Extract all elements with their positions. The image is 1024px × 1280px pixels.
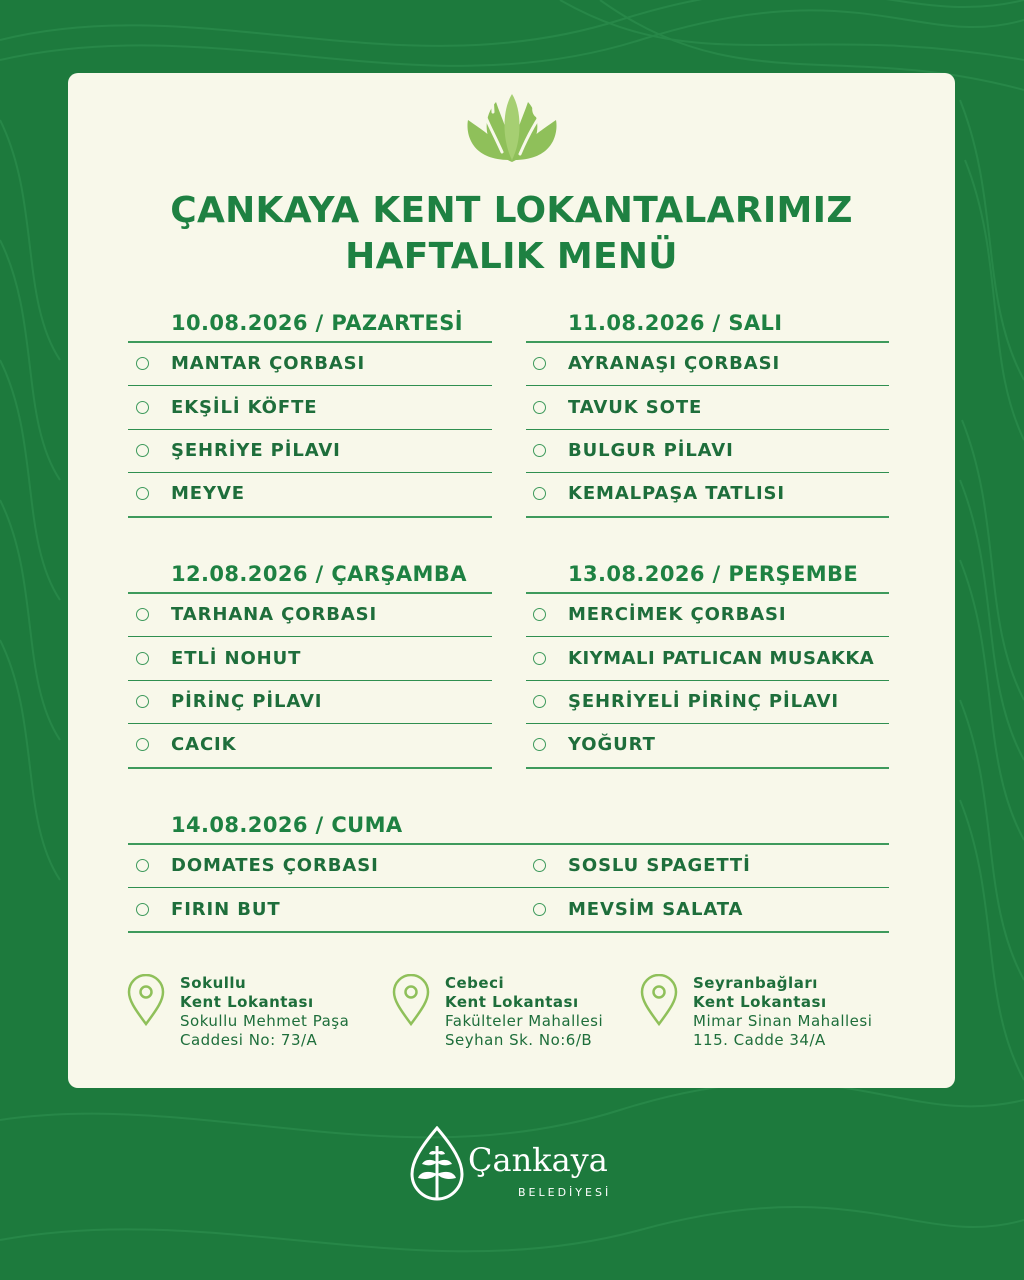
page-title [68,188,955,280]
divider [128,429,492,430]
menu-item-label: ŞEHRİYELİ PİRİNÇ PİLAVI [568,690,840,712]
day-header-wednesday: 12.08.2026 / ÇARŞAMBA [171,562,467,586]
divider [128,636,492,637]
title-line-1: ÇANKAYA KENT LOKANTALARIMIZ [170,190,853,231]
divider [128,887,889,888]
menu-item [136,731,237,757]
day-header-friday: 14.08.2026 / CUMA [171,813,403,837]
menu-item [136,852,379,878]
bullet-circle-icon [136,859,149,872]
menu-item-label: SOSLU SPAGETTİ [568,854,751,876]
divider [526,723,889,724]
location-cebeci [391,974,603,1050]
menu-item [533,601,786,627]
menu-item-label: MERCİMEK ÇORBASI [568,603,787,625]
location-address-line: Fakülteler Mahallesi [445,1012,604,1030]
brand-name: Çankaya [468,1141,608,1179]
menu-item-label: KIYMALI PATLICAN MUSAKKA [568,647,875,669]
menu-item-label: EKŞİLİ KÖFTE [171,396,318,418]
menu-item [533,645,874,671]
location-name-sub: Kent Lokantası [693,993,827,1011]
bullet-circle-icon [533,608,546,621]
location-address-line: Mimar Sinan Mahallesi [693,1012,873,1030]
divider [526,680,889,681]
brand-subtitle: BELEDİYESİ [518,1186,612,1199]
location-address-line: 115. Cadde 34/A [693,1031,826,1049]
menu-item-label: YOĞURT [568,733,656,755]
divider [526,592,889,594]
bullet-circle-icon [533,401,546,414]
bullet-circle-icon [136,357,149,370]
location-address-line: Sokullu Mehmet Paşa [180,1012,350,1030]
divider [128,680,492,681]
menu-item [533,480,785,506]
menu-item [136,480,245,506]
divider [526,636,889,637]
day-header-thursday: 13.08.2026 / PERŞEMBE [568,562,859,586]
divider [526,767,889,769]
location-name: Cebeci [445,974,505,992]
menu-item [533,688,839,714]
bullet-circle-icon [136,608,149,621]
menu-item-label: CACIK [171,733,237,755]
menu-item [533,350,780,376]
menu-item-label: PİRİNÇ PİLAVI [171,690,323,712]
menu-item-label: FIRIN BUT [171,898,281,920]
menu-item [136,350,365,376]
divider [128,385,492,386]
bullet-circle-icon [136,695,149,708]
divider [128,472,492,473]
day-header-tuesday: 11.08.2026 / SALI [568,311,783,335]
title-line-2: HAFTALIK MENÜ [345,236,678,277]
bullet-circle-icon [136,652,149,665]
fork-leaf-spoon-icon [462,90,562,164]
menu-item [136,394,317,420]
location-pin-icon [126,974,166,1026]
bullet-circle-icon [533,444,546,457]
location-pin-icon [639,974,679,1026]
bullet-circle-icon [533,903,546,916]
divider [128,723,492,724]
menu-item-label: ŞEHRİYE PİLAVI [171,439,341,461]
divider [526,341,889,343]
divider [128,767,492,769]
location-pin-icon [391,974,431,1026]
menu-item [136,437,341,463]
location-address-line: Caddesi No: 73/A [180,1031,318,1049]
bullet-circle-icon [136,738,149,751]
divider [128,516,492,518]
menu-item [533,852,751,878]
location-name-sub: Kent Lokantası [180,993,314,1011]
menu-item-label: MEYVE [171,482,245,504]
menu-item [533,731,656,757]
location-seyranbaglari [639,974,872,1050]
location-name-sub: Kent Lokantası [445,993,579,1011]
menu-item [136,645,301,671]
divider [526,516,889,518]
menu-item-label: KEMALPAŞA TATLISI [568,482,786,504]
menu-item-label: MANTAR ÇORBASI [171,352,366,374]
menu-item-label: MEVSİM SALATA [568,898,744,920]
bullet-circle-icon [533,738,546,751]
day-header-monday: 10.08.2026 / PAZARTESİ [171,311,463,335]
bullet-circle-icon [136,903,149,916]
divider [128,843,889,845]
bullet-circle-icon [533,652,546,665]
location-address-line: Seyhan Sk. No:6/B [445,1031,593,1049]
divider [526,385,889,386]
menu-item-label: BULGUR PİLAVI [568,439,734,461]
menu-item-label: DOMATES ÇORBASI [171,854,379,876]
bullet-circle-icon [533,859,546,872]
bullet-circle-icon [533,487,546,500]
cankaya-leaf-logo-icon [410,1126,464,1202]
bullet-circle-icon [533,357,546,370]
menu-item-label: ETLİ NOHUT [171,647,302,669]
divider [128,592,492,594]
bullet-circle-icon [136,487,149,500]
bullet-circle-icon [136,401,149,414]
divider [526,429,889,430]
menu-item [533,394,702,420]
menu-item-label: TAVUK SOTE [568,396,703,418]
bullet-circle-icon [533,695,546,708]
menu-item [136,688,322,714]
menu-item [136,896,281,922]
menu-item [533,437,734,463]
bullet-circle-icon [136,444,149,457]
menu-item [136,601,377,627]
location-sokullu [126,974,349,1050]
menu-item [533,896,743,922]
menu-item-label: AYRANAŞI ÇORBASI [568,352,781,374]
location-name: Sokullu [180,974,247,992]
divider [128,931,889,933]
divider [526,472,889,473]
menu-item-label: TARHANA ÇORBASI [171,603,378,625]
divider [128,341,492,343]
location-name: Seyranbağları [693,974,818,992]
